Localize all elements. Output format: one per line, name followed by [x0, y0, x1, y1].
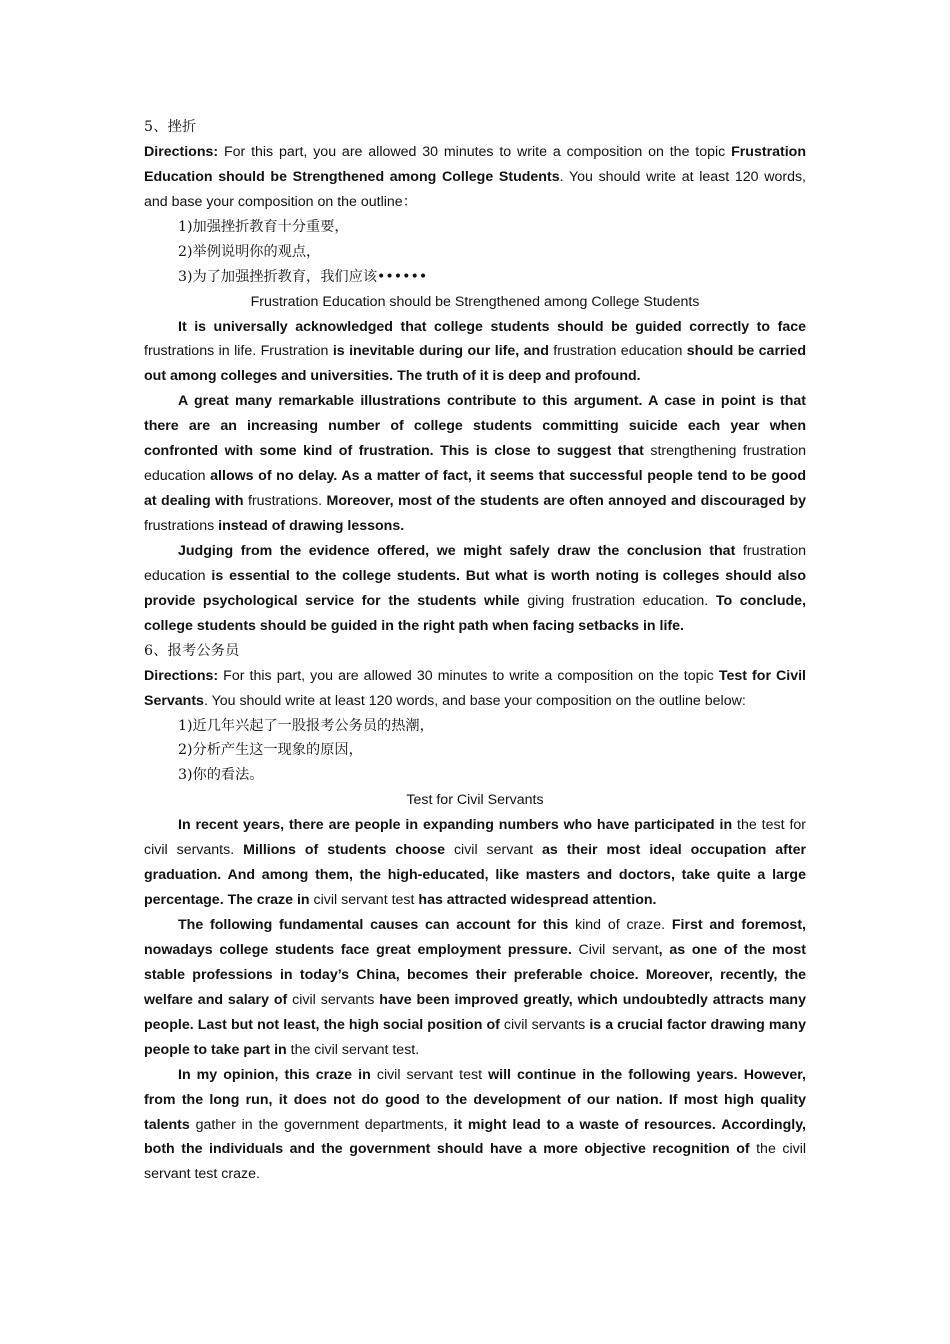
essay-title: Frustration Education should be Strengthened among College Students: [250, 293, 700, 310]
text-run: frustration education: [144, 542, 806, 584]
directions-label: Directions:: [144, 143, 219, 160]
bold-text-run: Judging from the evidence offered, we might safely draw the conclusion that: [178, 542, 743, 559]
text-run: the test for civil servants.: [144, 817, 807, 859]
section-6-heading: [144, 639, 806, 664]
bold-text-run: allows of no delay. As a matter of fact, it seems that successful people tend to be good at dealing with: [144, 468, 806, 510]
document-page: [144, 115, 806, 1187]
bold-text-run: has attracted widespread attention.: [418, 892, 657, 909]
bold-text-run: A great many remarkable illustrations contribute to this argument. A case in point is that there are an increasing number of college students committing suicide each year when confronted with some kind of frustration. This is close to suggest that: [144, 393, 806, 460]
text-run: Civil servant: [578, 941, 659, 958]
bold-text-run: instead of drawing lessons.: [218, 518, 405, 534]
directions-text: . You should write at least 120 words, and base your composition on the outline：: [144, 168, 806, 210]
essay-paragraph: [144, 539, 806, 639]
text-run: the civil servant test craze.: [144, 1141, 806, 1183]
bold-text-run: First and foremost, nowadays college students face great employment pressure.: [144, 917, 806, 958]
essay-paragraph: [144, 913, 806, 1063]
bold-text-run: In my opinion, this craze in: [178, 1066, 377, 1083]
section-5-heading: [144, 115, 806, 140]
bold-text-run: In recent years, there are people in expanding numbers who have participated in: [178, 817, 738, 834]
section-6-directions: [144, 664, 806, 714]
outline-item: 3)为了加强挫折教育，我们应该••••••: [178, 268, 428, 285]
essay-paragraph: [144, 813, 806, 913]
essay-title: Test for Civil Servants: [406, 792, 544, 809]
text-run: giving frustration education.: [527, 592, 716, 609]
bold-text-run: as their most ideal occupation after graduation. And among them, the high-educated, like masters and doctors, take quite a large percentage. The craze in: [144, 842, 806, 909]
essay-paragraph: [144, 389, 806, 539]
text-run: civil servants: [503, 1016, 590, 1033]
bold-text-run: have been improved greatly, which undoubtedly attracts many people. Last but not least, the high social position of: [144, 991, 806, 1033]
bold-text-run: is essential to the college students. But what is worth noting is colleges should also provide psychological service for the students while: [144, 567, 806, 609]
outline-item: 2)举例说明你的观点，: [178, 243, 321, 260]
bold-text-run: , as one of the most stable professions in today’s China, becomes their preferable choice. Moreover, recently, the welfare and salary of: [144, 941, 806, 1008]
bold-text-run: It is universally acknowledged that college students should be guided correctly to face: [178, 318, 806, 335]
bold-text-run: Millions of students choose: [243, 842, 454, 859]
outline-item: 1)近几年兴起了一股报考公务员的热潮，: [178, 717, 434, 734]
bold-text-run: The following fundamental causes can account for this: [178, 917, 576, 933]
bold-text-run: is inevitable during our life, and: [332, 343, 554, 360]
text-run: frustrations: [144, 518, 219, 534]
text-run: civil servant: [453, 842, 543, 859]
bold-text-run: Moreover, most of the students are often annoyed and discouraged by: [326, 493, 807, 510]
section-5-directions: [144, 140, 806, 215]
text-run: kind of craze.: [575, 917, 672, 933]
text-run: frustrations.: [247, 493, 327, 510]
bold-text-run: To conclude, college students should be guided in the right path when facing setbacks in life.: [144, 592, 806, 634]
section-6-heading-text: 6、报考公务员: [144, 642, 240, 659]
outline-item: 3)你的看法。: [178, 767, 264, 784]
text-run: the civil servant test.: [290, 1041, 420, 1058]
bold-text-run: is a crucial factor drawing many people to take part in: [144, 1016, 806, 1058]
directions-text: For this part, you are allowed 30 minutes to write a composition on the topic: [218, 143, 732, 160]
outline-item: 2)分析产生这一现象的原因，: [178, 742, 363, 759]
essay-paragraph: [144, 1063, 806, 1188]
text-run: frustration education: [553, 343, 687, 360]
bold-text-run: will continue in the following years. However, from the long run, it does not do good to the development of our nation. If most high quality talents: [144, 1066, 806, 1133]
directions-text: . You should write at least 120 words, and base your composition on the outline below:: [203, 692, 746, 709]
outline-item: 1)加强挫折教育十分重要，: [178, 218, 349, 235]
bold-text-run: should be carried out among colleges and universities. The truth of it is deep and profound.: [144, 343, 806, 385]
text-run: civil servant test: [313, 892, 419, 909]
topic-title: Frustration Education should be Strengthened among College Students: [144, 143, 806, 185]
text-run: gather in the government departments,: [195, 1116, 454, 1133]
section-5-heading-text: 5、挫折: [144, 119, 197, 135]
essay-paragraph: [144, 315, 806, 390]
text-run: civil servant test: [376, 1066, 489, 1083]
bold-text-run: it might lead to a waste of resources. Accordingly, both the individuals and the government should have a more objective recognition of: [144, 1116, 806, 1158]
directions-label: Directions:: [144, 667, 219, 684]
topic-title: Test for Civil Servants: [144, 667, 806, 709]
text-run: frustrations in life. Frustration: [144, 343, 333, 360]
text-run: civil servants: [292, 991, 380, 1008]
directions-text: For this part, you are allowed 30 minutes to write a composition on the topic: [218, 667, 719, 684]
text-run: strengthening frustration education: [144, 443, 806, 485]
